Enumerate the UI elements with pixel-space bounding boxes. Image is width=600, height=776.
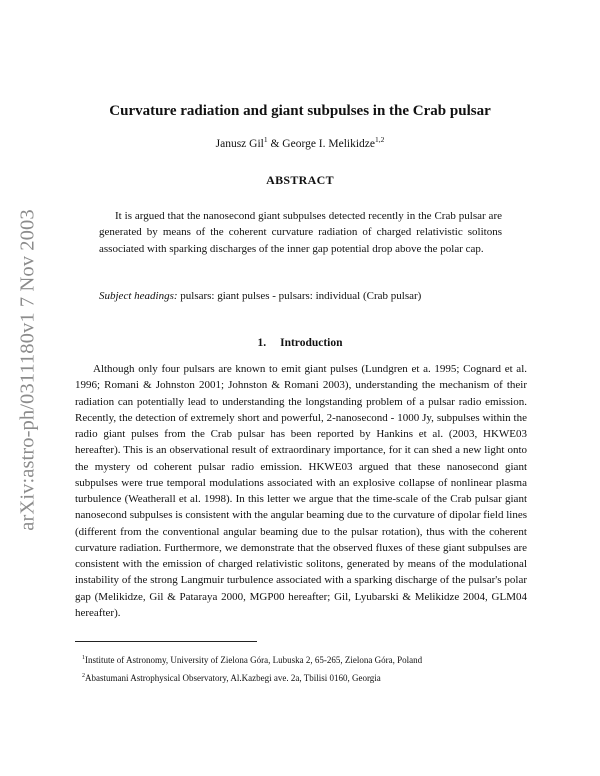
author-melikidze: George I. Melikidze xyxy=(282,137,376,150)
footnote-2-text: Abastumani Astrophysical Observatory, Al.Kazbegi ave. 2a, Tbilisi 0160, Georgia xyxy=(85,673,381,683)
footnote-divider xyxy=(75,641,257,642)
author-separator: & xyxy=(267,137,283,150)
section-number: 1. xyxy=(257,337,267,349)
subject-headings-label: Subject headings: xyxy=(99,290,178,302)
subject-headings-text: pulsars: giant pulses - pulsars: individual (Crab pulsar) xyxy=(177,290,422,302)
author-gil-affiliation-mark: 1 xyxy=(263,135,268,144)
author-melikidze-affiliation-mark: 1,2 xyxy=(375,135,385,144)
arxiv-sidebar-stamp xyxy=(13,200,43,540)
author-line xyxy=(0,135,600,150)
footnote-2-mark: 2 xyxy=(82,673,85,679)
footnote-1-text: Institute of Astronomy, University of Zielona Góra, Lubuska 2, 65-265, Zielona Góra, Poland xyxy=(85,655,423,665)
footnote-2 xyxy=(75,670,535,684)
footnote-1-mark: 1 xyxy=(82,655,85,661)
introduction-paragraph: Although only four pulsars are known to emit giant pulses (Lundgren et a. 1995; Cognard et al. 1996; Romani & Johnston 2001; Johnston & Romani 2003), understanding the mechanism of their radiation can potentially lead to understanding the longstanding problem of a pulsar radio emission. Recently, the detection of extremely short and powerful, 2-nanosecond - 1000 Jy, subpulses within the radio giant pulses from the Crab pulsar has been reported by Hankins et al. (2003, HKWE03 hereafter). This is an observational result of extraordinary importance, for it can shed a new light onto the mystery od coherent pulsar radio emission. HKWE03 argued that these nanosecond giant subpulses were true temporal modulations associated with an explosive collapse of nonlinear plasma turbulence (Weatherall et al. 1998). In this letter we argue that the time-scale of the Crab pulsar giant nanosecond subpulses is consistent with the angular beaming due to the curvature of dipolar field lines (different from the conventional angular beaming due to the pulsar rotation), thus with the coherent curvature radiation. Furthermore, we demonstrate that the observed fluxes of these giant subpulses are consistent with the emission of charged relativistic solitons, generated by means of the modulational instability of the strong Langmuir turbulence associated with a sparking discharge of the pulsar's polar gap (Melikidze, Gil & Pataraya 2000, MGP00 hereafter; Gil, Lyubarski & Melikidze 2004, GLM04 hereafter). xyxy=(75,363,527,619)
footnote-1 xyxy=(75,652,535,666)
arxiv-identifier: arXiv:astro-ph/0311180v1 7 Nov 2003 xyxy=(16,209,39,531)
subject-headings xyxy=(99,288,502,304)
abstract-heading: ABSTRACT xyxy=(266,173,334,187)
section-title: Introduction xyxy=(280,337,343,349)
author-gil: Janusz Gil xyxy=(215,137,264,150)
paper-title: Curvature radiation and giant subpulses in the Crab pulsar xyxy=(109,103,491,119)
abstract-body: It is argued that the nanosecond giant subpulses detected recently in the Crab pulsar are generated by means of the coherent curvature radiation of charged relativistic solitons associated with sparking discharges of the inner gap potential drop above the polar cap. xyxy=(99,210,502,255)
section-heading-introduction xyxy=(0,337,600,349)
